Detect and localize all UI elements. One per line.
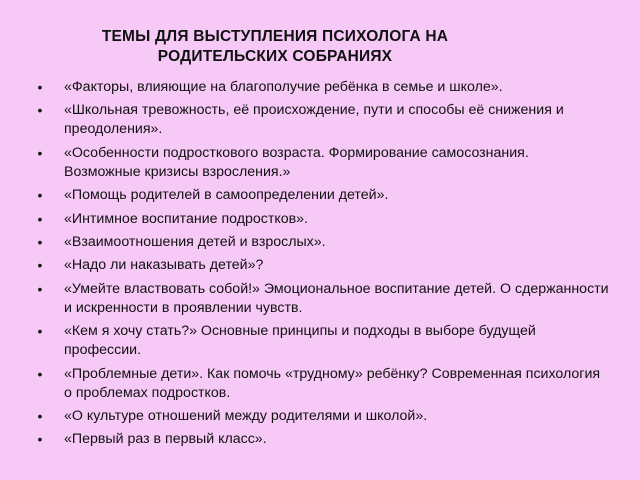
list-item [34, 256, 609, 275]
list-item [34, 78, 609, 97]
list-item-text: «Особенности подросткового возраста. Формирование самосознания. Возможные кризисы взросления.» [64, 144, 529, 180]
list-item-text: «Проблемные дети». Как помочь «трудному» ребёнку? Современная психология о проблемах подростков. [64, 365, 601, 401]
bullet-icon: • [37, 323, 43, 340]
list-item [34, 101, 609, 139]
list-item [34, 210, 609, 229]
topics-list [34, 78, 609, 454]
list-item-text: «О культуре отношений между родителями и школой». [64, 407, 428, 424]
bullet-icon: • [37, 431, 43, 448]
list-item [34, 322, 609, 360]
list-item [34, 186, 609, 205]
list-item-text: «Факторы, влияющие на благополучие ребёнка в семье и школе». [64, 79, 503, 95]
bullet-icon: • [37, 79, 43, 95]
list-item-text: «Помощь родителей в самоопределении детей». [64, 187, 389, 204]
list-item-text: «Надо ли наказывать детей»? [64, 257, 264, 274]
list-item [34, 365, 609, 403]
bullet-icon: • [37, 102, 43, 119]
list-item [34, 144, 609, 182]
bullet-icon: • [37, 257, 43, 274]
list-item-text: «Взаимоотношения детей и взрослых». [64, 233, 326, 250]
bullet-icon: • [37, 210, 43, 227]
list-item-text: «Школьная тревожность, её происхождение, пути и способы её снижения и преодоления». [64, 102, 564, 138]
bullet-icon: • [37, 407, 43, 424]
bullet-icon: • [37, 365, 43, 382]
bullet-icon: • [37, 233, 43, 250]
list-item-text: «Интимное воспитание подростков». [64, 210, 308, 227]
bullet-icon: • [37, 280, 43, 297]
list-item [34, 430, 609, 449]
list-item [34, 233, 609, 252]
list-item-text: «Кем я хочу стать?» Основные принципы и подходы в выборе будущей профессии. [64, 323, 536, 359]
list-item [34, 407, 609, 426]
bullet-icon: • [37, 187, 43, 204]
slide-title: ТЕМЫ ДЛЯ ВЫСТУПЛЕНИЯ ПСИХОЛОГА НА РОДИТЕЛЬСКИХ СОБРАНИЯХ [101, 28, 449, 65]
list-item [34, 280, 609, 318]
bullet-icon: • [37, 144, 43, 161]
list-item-text: «Первый раз в первый класс». [64, 431, 267, 448]
list-item-text: «Умейте властвовать собой!» Эмоциональное воспитание детей. О сдержанности и искренности в проявлении чувств. [64, 280, 609, 316]
